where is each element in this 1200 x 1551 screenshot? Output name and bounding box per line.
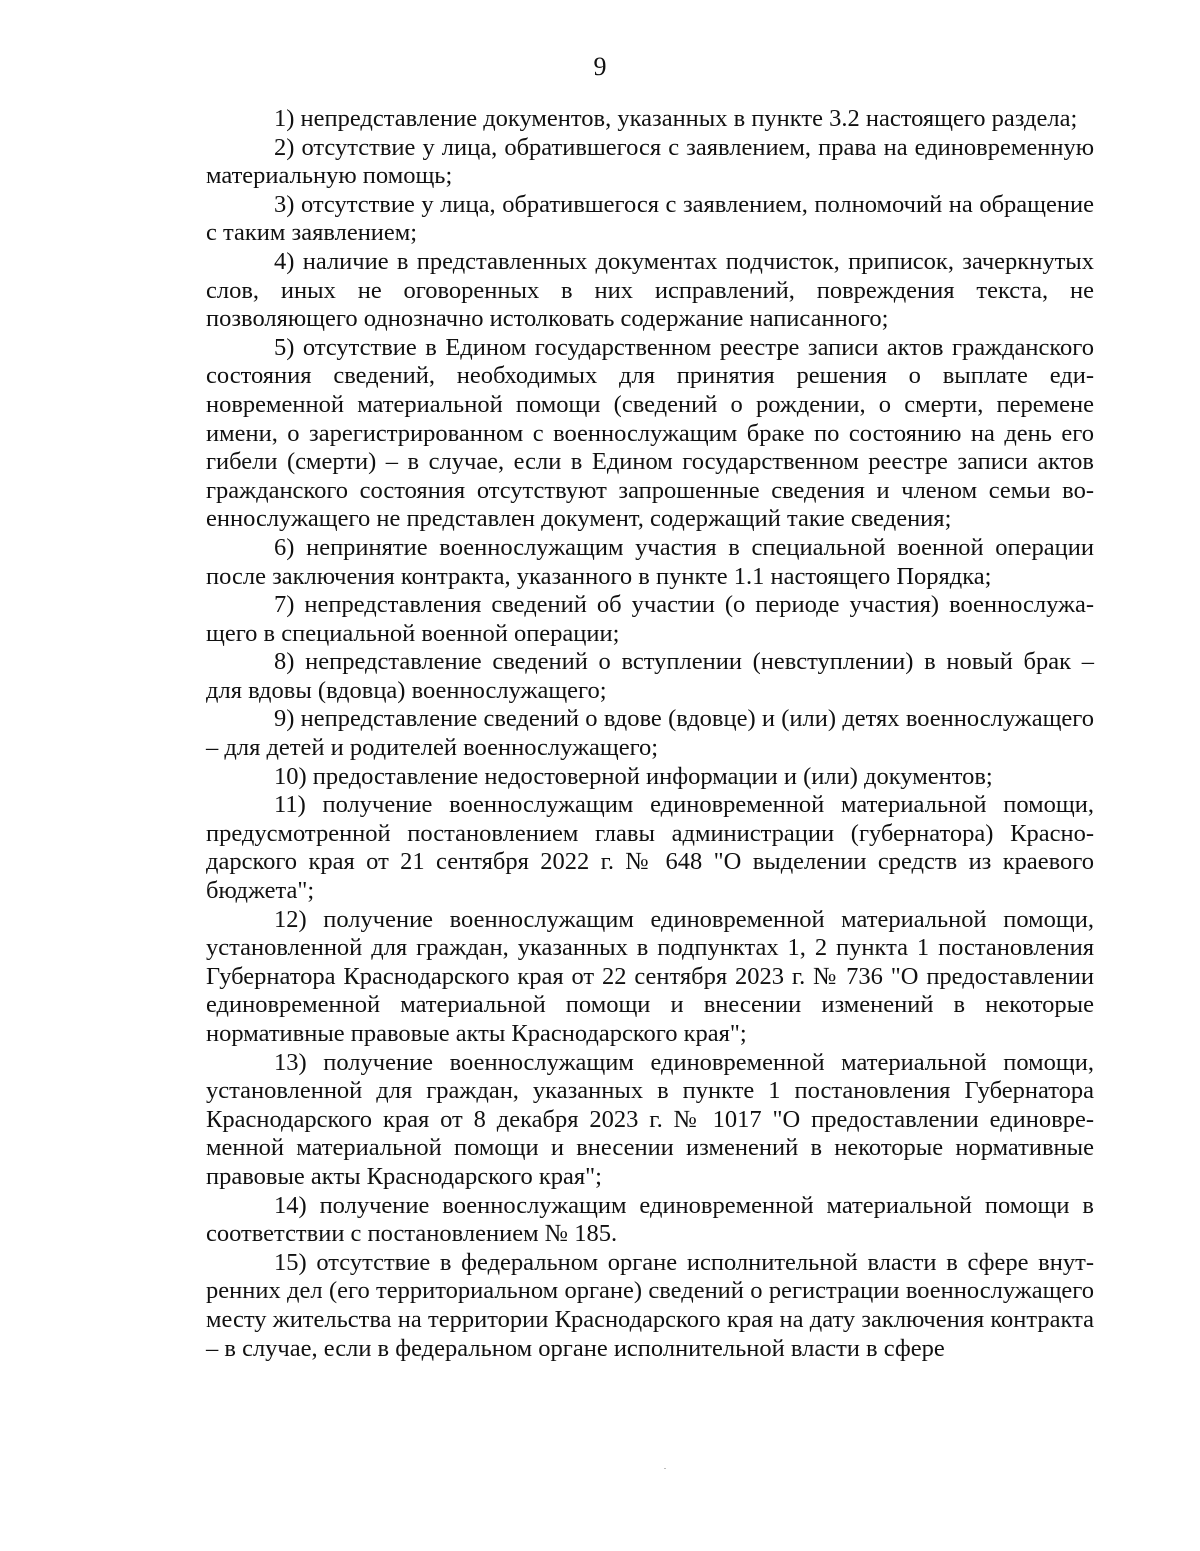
list-item: 10) предоставление недостоверной информации и (или) документов; — [274, 762, 993, 790]
list-item: 3) отсутствие у лица, обратившегося с заявлением, полномочий на обращение с таким заявлением; — [206, 190, 1094, 247]
page-number: 9 — [593, 52, 607, 81]
list-item: 4) наличие в представленных документах подчисток, приписок, зачеркнутых слов, иных не оговоренных в них исправлений, повреждения текста, не позволяющего однозначно истолковать содержание написанного; — [206, 247, 1094, 333]
list-item: 2) отсутствие у лица, обратившегося с заявлением, права на единовременную материальную помощь; — [206, 133, 1094, 190]
list-item: 6) непринятие военнослужащим участия в специальной военной операции после заключения контракта, указанного в пункте 1.1 настоящего Порядка; — [206, 533, 1094, 590]
list-item: 15) отсутствие в федеральном органе исполнительной власти в сфере внутренних дел (его территориальном органе) сведений о регистрации военнослужащего месту жительства на территории Краснодарского края на дату заключения контракта – в случае, если в федеральном органе исполнительной власти в сфере — [206, 1248, 1094, 1362]
list-item: 7) непредставления сведений об участии (о периоде участия) военнослужащего в специальной военной операции; — [206, 591, 1094, 647]
list-item: 1) непредставление документов, указанных в пункте 3.2 настоящего раздела; — [274, 105, 1078, 132]
list-item: 9) непредставление сведений о вдове (вдовце) и (или) детях военнослужащего – для детей и родителей военнослужащего; — [206, 705, 1094, 762]
list-item: 13) получение военнослужащим единовременной материальной помощи, установленной для граждан, указанных в пункте 1 постановления Губернатора Краснодарского края от 8 декабря 2023 г. № 1017 "О предоставлении единовременной материальной помощи и внесении изменений в некоторые нормативные правовые акты Краснодарского края"; — [206, 1048, 1094, 1190]
list-item: 8) непредставление сведений о вступлении (невступлении) в новый брак – для вдовы (вдовца) военнослужащего; — [206, 648, 1094, 704]
list-item: 11) получение военнослужащим единовременной материальной помощи, предусмотренной постановлением главы администрации (губернатора) Краснодарского края от 21 сентября 2022 г. № 648 "О выделении средств из краевого бюджета"; — [206, 791, 1094, 905]
document-body — [206, 105, 1094, 1363]
list-item: 12) получение военнослужащим единовременной материальной помощи, установленной для граждан, указанных в подпунктах 1, 2 пункта 1 постановления Губернатора Краснодарского края от 22 сентября 2023 г. № 736 "О предоставлении единовременной материальной помощи и внесении изменений в некоторые нормативные правовые акты Краснодарского края"; — [206, 905, 1094, 1047]
scan-artifact — [664, 1468, 666, 1469]
list-item: 14) получение военнослужащим единовременной материальной помощи в соответствии с постановлением № 185. — [206, 1191, 1094, 1248]
list-item: 5) отсутствие в Едином государственном реестре записи актов гражданского состояния сведений, необходимых для принятия решения о выплате единовременной материальной помощи (сведений о рождении, о смерти, перемене имени, о зарегистрированном с военнослужащим браке по состоянию на день его гибели (смерти) – в случае, если в Едином государственном реестре записи актов гражданского состояния отсутствуют запрошенные сведения и членом семьи военнослужащего не представлен документ, содержащий такие сведения; — [206, 333, 1094, 533]
